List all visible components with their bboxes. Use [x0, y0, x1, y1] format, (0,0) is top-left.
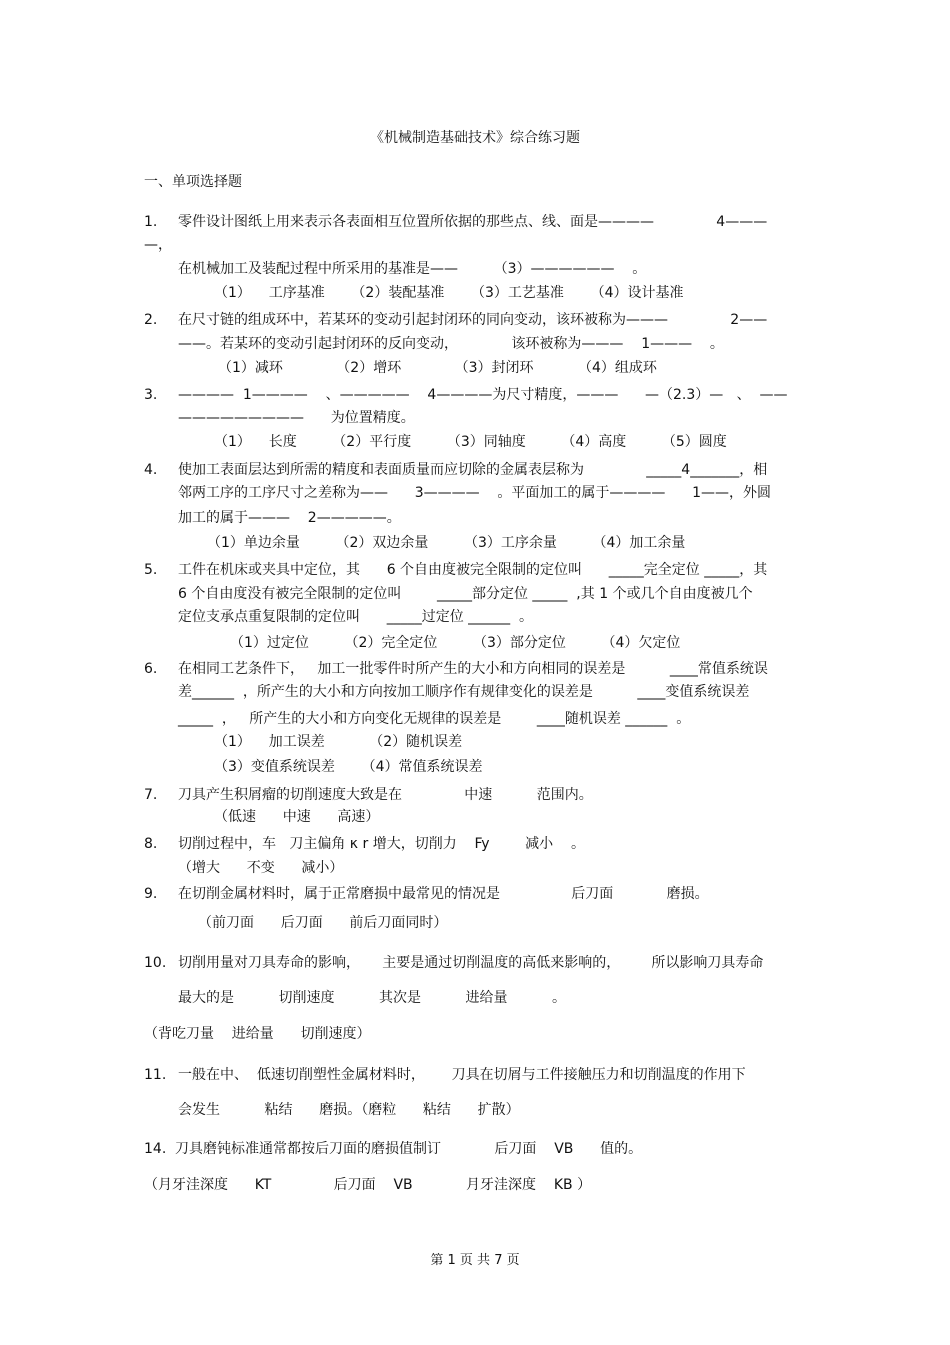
- question-line: 零件设计图纸上用来表示各表面相互位置所依据的那些点、线、面是———— 4———: [178, 214, 768, 230]
- question-options: （1） 长度 （2）平行度 （3）同轴度 （4）高度 （5）圆度: [214, 434, 727, 450]
- question-number: 4.: [144, 462, 158, 478]
- question-line: 6 个自由度没有被完全限制的定位叫 _____部分定位 _____ ,其 1 个或几个自由度被几个: [178, 586, 753, 602]
- question-line: ———— 1———— 、————— 4————为尺寸精度，——— —（2.3）— 、 ——: [178, 387, 788, 403]
- question-options: （3）变值系统误差 （4）常值系统误差: [214, 759, 483, 775]
- question-options: （1）减环 （2）增环 （3）封闭环 （4）组成环: [218, 360, 657, 376]
- question-line: 在相同工艺条件下， 加工一批零件时所产生的大小和方向相同的误差是 ____常值系统误: [178, 661, 768, 677]
- question-number: 14.: [144, 1141, 167, 1157]
- question-line: 刀具磨钝标准通常都按后刀面的磨损值制订 后刀面 VB 值的。: [175, 1141, 643, 1157]
- question-line: 在机械加工及装配过程中所采用的基准是—— （3）—————— 。: [178, 261, 647, 277]
- question-number: 8.: [144, 836, 158, 852]
- question-options: （增大 不变 减小）: [178, 860, 344, 876]
- question-options: （月牙洼深度 KT 后刀面 VB 月牙洼深度 KB ）: [144, 1177, 592, 1193]
- question-line: ——。若某环的变动引起封闭环的反向变动， 该环被称为——— 1——— 。: [178, 336, 724, 352]
- question-line: 切削用量对刀具寿命的影响， 主要是通过切削温度的高低来影响的， 所以影响刀具寿命: [178, 955, 764, 971]
- question-line: 工件在机床或夹具中定位，其 6 个自由度被完全限制的定位叫 _____完全定位 _____，其: [178, 562, 768, 578]
- question-options: （1）过定位 （2）完全定位 （3）部分定位 （4）欠定位: [230, 635, 681, 651]
- question-line: 在尺寸链的组成环中，若某环的变动引起封闭环的同向变动，该环被称为——— 2——: [178, 312, 768, 328]
- question-line: 会发生 粘结 磨损。（磨粒 粘结 扩散）: [178, 1102, 520, 1118]
- question-line: 刀具产生积屑瘤的切削速度大致是在 中速 范围内。: [178, 787, 593, 803]
- question-number: 6.: [144, 661, 158, 677]
- question-line: 在切削金属材料时，属于正常磨损中最常见的情况是 后刀面 磨损。: [178, 886, 709, 902]
- question-line: 使加工表面层达到所需的精度和表面质量而应切除的金属表层称为 _____4_______，相: [178, 462, 768, 478]
- question-number: 10.: [144, 955, 167, 971]
- section-heading: 一、单项选择题: [144, 174, 242, 190]
- question-number: 5.: [144, 562, 158, 578]
- question-number: 11.: [144, 1067, 167, 1083]
- question-line: _____ ， 所产生的大小和方向变化无规律的误差是 ____随机误差 ______ 。: [178, 711, 691, 727]
- document-title: 《机械制造基础技术》综合练习题: [370, 130, 580, 146]
- question-options: （1）单边余量 （2）双边余量 （3）工序余量 （4）加工余量: [207, 535, 686, 551]
- question-line: 切削过程中，车 刀主偏角 κ r 增大，切削力 Fy 减小 。: [178, 836, 585, 852]
- question-options: （前刀面 后刀面 前后刀面同时）: [198, 915, 448, 931]
- question-number: 1.: [144, 214, 158, 230]
- question-options: （1） 加工误差 （2）随机误差: [214, 734, 463, 750]
- question-number: 3.: [144, 387, 158, 403]
- question-line: 一般在中、 低速切削塑性金属材料时， 刀具在切屑与工件接触压力和切削温度的作用下: [178, 1067, 746, 1083]
- page-footer: 第 1 页 共 7 页: [430, 1253, 520, 1268]
- question-number: 2.: [144, 312, 158, 328]
- question-line: 差______ ，所产生的大小和方向按加工顺序作有规律变化的误差是 ____变值系统误差: [178, 684, 750, 700]
- question-options: （背吃刀量 进给量 切削速度）: [144, 1026, 371, 1042]
- question-line: 最大的是 切削速度 其次是 进给量 。: [178, 990, 567, 1006]
- question-line: 邻两工序的工序尺寸之差称为—— 3———— 。平面加工的属于———— 1——，外圆: [178, 485, 772, 501]
- question-line: 加工的属于——— 2—————。: [178, 510, 401, 526]
- question-options: （1） 工序基准 （2）装配基准 （3）工艺基准 （4）设计基准: [214, 285, 684, 301]
- question-number: 9.: [144, 886, 158, 902]
- question-line: ————————— 为位置精度。: [178, 410, 415, 426]
- question-line: —，: [144, 237, 172, 253]
- question-options: （低速 中速 高速）: [214, 809, 380, 825]
- question-line: 定位支承点重复限制的定位叫 _____过定位 ______ 。: [178, 609, 534, 625]
- question-number: 7.: [144, 787, 158, 803]
